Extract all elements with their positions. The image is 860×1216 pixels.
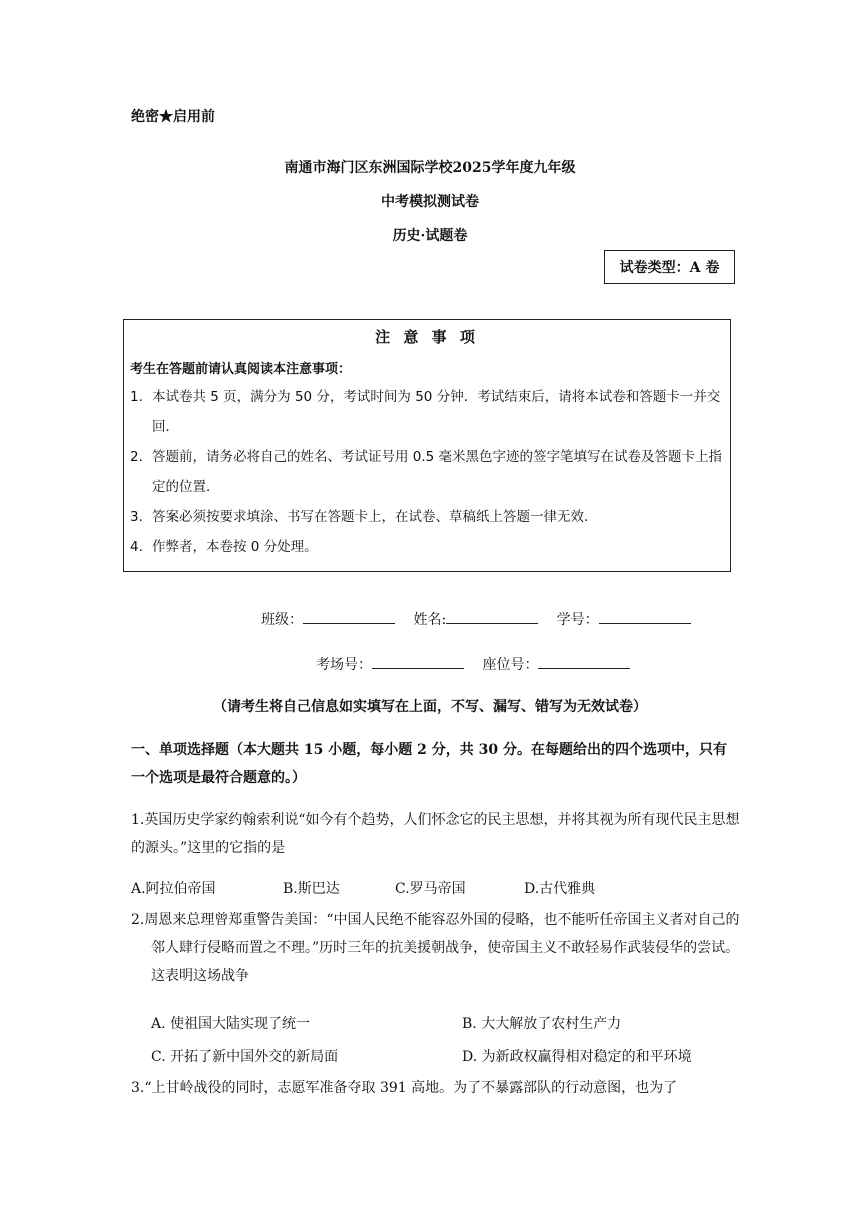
seat-input[interactable]	[538, 654, 630, 669]
subject-title: 历史·试题卷	[392, 228, 468, 244]
notice-item-text: 本试卷共 5 页，满分为 50 分，考试时间为 50 分钟．考试结束后，请将本试卷和答题卡一并交回．	[152, 389, 721, 435]
notice-item-number: 4.	[130, 539, 143, 555]
student-info-row-1	[261, 609, 691, 629]
notice-box	[123, 319, 731, 572]
notice-item-number: 2.	[130, 449, 143, 465]
name-input[interactable]	[446, 609, 538, 624]
notice-item-number: 3.	[130, 509, 143, 525]
school-title: 南通市海门区东洲国际学校2025学年度九年级	[284, 160, 576, 176]
notice-title: 注 意 事 项	[375, 328, 479, 346]
name-label: 姓名:	[413, 612, 447, 628]
question-1-option-d: D.古代雅典	[524, 881, 596, 897]
notice-item-text: 答案必须按要求填涂、书写在答题卡上，在试卷、草稿纸上答题一律无效．	[152, 509, 598, 525]
exam-room-input[interactable]	[372, 654, 464, 669]
notice-item-text: 答题前，请务必将自己的姓名、考试证号用 0.5 毫米黑色字迹的签字笔填写在试卷及答题卡上指定的位置．	[152, 449, 723, 495]
notice-item-number: 1.	[130, 389, 143, 405]
question-3-stem: 3.“上甘岭战役的同时，志愿军准备夺取 391 高地。为了不暴露部队的行动意图，也为了	[131, 1080, 678, 1096]
question-1-stem: 1.英国历史学家约翰索利说“如今有个趋势，人们怀念它的民主思想，并将其视为所有现代民主思想的源头。”这里的它指的是	[131, 812, 740, 856]
question-2-stem: 2.周恩来总理曾郑重警告美国：“中国人民绝不能容忍外国的侵略，也不能听任帝国主义者对自己的邻人肆行侵略而置之不理。”历时三年的抗美援朝战争，使帝国主义不敢轻易作武装侵华的尝试。这表明这场战争	[131, 912, 740, 984]
paper-type-box: 试卷类型：A 卷	[604, 250, 735, 284]
notice-item	[130, 442, 726, 502]
student-id-label: 学号：	[556, 612, 599, 628]
question-2-option-a: A. 使祖国大陆实现了统一	[151, 1016, 311, 1032]
notice-subtitle: 考生在答题前请认真阅读本注意事项：	[130, 362, 352, 377]
exam-title: 中考模拟测试卷	[381, 194, 479, 210]
notice-item	[130, 532, 726, 562]
class-label: 班级：	[261, 612, 303, 628]
question-1-option-c: C.罗马帝国	[395, 881, 466, 897]
student-info-row-2	[316, 654, 630, 674]
notice-item	[130, 502, 726, 532]
seat-label: 座位号：	[482, 657, 539, 673]
section-heading: 一、单项选择题（本大题共 15 小题，每小题 2 分，共 30 分。在每题给出的四个选项中，只有一个选项是最符合题意的。）	[131, 742, 727, 786]
confidential-mark: 绝密★启用前	[131, 109, 215, 125]
question-2-option-d: D. 为新政权赢得相对稳定的和平环境	[462, 1049, 692, 1065]
notice-item-text: 作弊者，本卷按 0 分处理。	[152, 539, 318, 555]
question-1-option-b: B.斯巴达	[283, 881, 340, 897]
question-2-option-c: C. 开拓了新中国外交的新局面	[151, 1049, 339, 1065]
student-id-input[interactable]	[599, 609, 691, 624]
question-2-option-b: B. 大大解放了农村生产力	[462, 1016, 622, 1032]
exam-room-label: 考场号：	[316, 657, 372, 673]
question-1-option-a: A.阿拉伯帝国	[131, 881, 216, 897]
notice-item	[130, 382, 726, 442]
fill-in-hint: （请考生将自己信息如实填写在上面，不写、漏写、错写为无效试卷）	[213, 699, 647, 715]
class-input[interactable]	[303, 609, 395, 624]
